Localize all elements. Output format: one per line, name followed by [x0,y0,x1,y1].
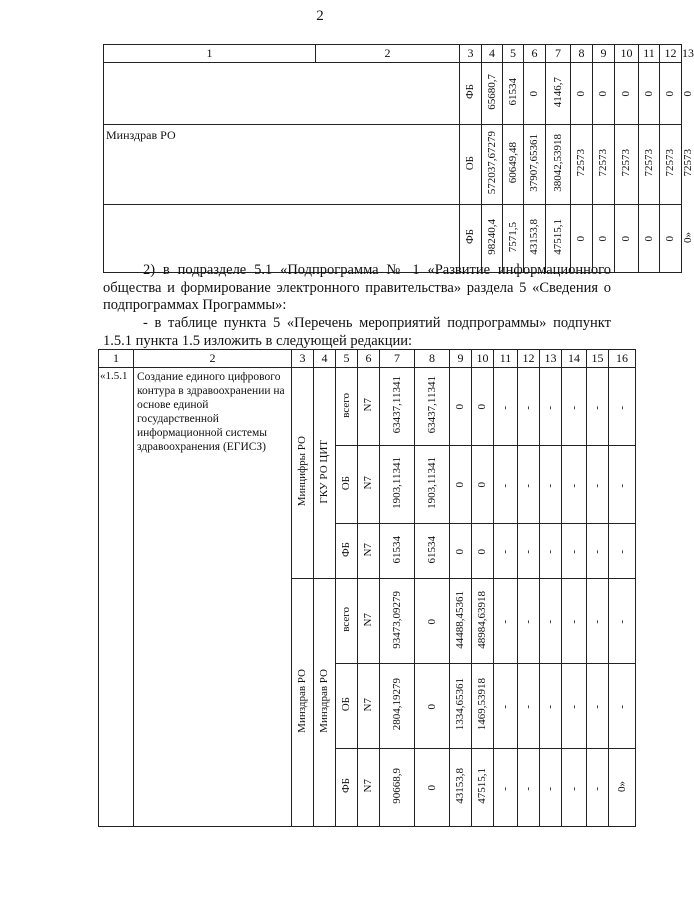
value-cell: 44488,45361 [454,590,467,649]
code-cell: N7 [362,398,375,412]
value-cell: 1903,11341 [390,457,403,509]
value-cell: 0 [476,548,489,554]
header-cell: 15 [587,350,609,368]
value-cell: 0 [476,404,489,410]
value-cell: - [567,620,580,624]
value-cell: 0 [597,236,610,242]
value-cell: 0 [454,548,467,554]
header-cell: 2 [134,350,292,368]
value-cell: - [591,483,604,488]
value-cell: 0 [528,91,541,97]
value-cell: 1903,11341 [425,457,438,509]
source-cell: ОБ [464,155,477,171]
value-cell: 0 [682,91,694,97]
header-cell: 16 [609,350,636,368]
source-cell: всего [340,607,353,632]
value-cell: - [567,705,580,709]
value-cell: 1469,53918 [476,678,489,731]
value-cell: - [591,550,604,554]
source-cell: ФБ [340,541,353,557]
header-cell: 1 [104,45,316,63]
value-cell: 0 [425,618,438,624]
value-cell: - [499,550,512,554]
executor-org: Минздрав РО [318,669,331,733]
responsible-org: Минцифры РО [296,436,309,507]
table-row [104,63,682,125]
responsible-org: Минздрав РО [296,669,309,733]
value-cell: - [544,786,557,791]
source-cell: ФБ [464,229,477,245]
code-cell: N7 [362,612,375,627]
code-cell: N7 [362,697,375,712]
value-cell: - [615,620,628,624]
value-cell: - [499,705,512,709]
source-cell: ОБ [340,697,353,712]
value-cell: - [544,405,557,410]
measures-table [98,349,636,827]
value-cell: 0 [454,404,467,410]
value-cell: - [567,550,580,554]
value-cell: - [567,786,580,791]
value-cell: 72573 [642,149,655,177]
header-cell: 5 [336,350,358,368]
header-cell: 6 [358,350,380,368]
value-cell: - [522,550,535,554]
value-cell: 0 [664,236,677,242]
value-cell: - [591,786,604,791]
header-cell: 6 [524,45,546,63]
org-cell: Минздрав РО [104,125,460,205]
value-cell: 72573 [620,149,633,177]
value-cell: 0 [425,703,438,709]
value-cell: - [567,483,580,488]
header-cell: 10 [472,350,494,368]
value-cell: - [499,405,512,410]
value-cell: - [591,405,604,410]
header-cell: 3 [292,350,314,368]
header-cell: 10 [615,45,639,63]
value-cell: 0» [615,780,628,792]
header-cell: 3 [460,45,482,63]
header-cell: 4 [482,45,503,63]
header-cell: 13 [540,350,562,368]
value-cell: 47515,1 [476,768,489,804]
header-cell: 11 [494,350,518,368]
value-cell: 61534 [425,535,438,564]
value-cell: 0 [620,91,633,97]
value-cell: 0 [620,236,633,242]
header-cell: 12 [518,350,540,368]
header-cell: 9 [593,45,615,63]
value-cell: 72573 [575,149,588,177]
value-cell: - [522,405,535,410]
header-cell: 5 [503,45,524,63]
item-number: «1.5.1 [99,368,134,827]
value-cell: - [615,705,628,709]
amendment-paragraph: 2) в подразделе 5.1 «Подпрограмма № 1 «Развитие информационного общества и формирование электронного правительства» раздела 5 «Сведения о подпрограммах Программы»: [103,262,611,313]
table-row [99,368,636,446]
value-cell: - [544,705,557,709]
value-cell: 48984,63918 [476,590,489,649]
value-cell: 7571,5 [506,221,519,253]
amendment-paragraph: - в таблице пункта 5 «Перечень мероприятий подпрограммы» подпункт 1.5.1 пункта 1.5 изложить в следующей редакции: [103,315,611,349]
value-cell: 61534 [506,78,519,106]
value-cell: 37907,65361 [528,134,541,192]
value-cell: - [522,705,535,709]
value-cell: - [591,705,604,709]
source-cell: всего [340,392,353,418]
funding-table-continued [103,44,694,273]
value-cell: 60649,48 [506,142,519,184]
table-row [104,125,682,205]
header-cell: 12 [660,45,682,63]
org-cell [104,63,460,125]
value-cell: 0 [575,91,588,97]
value-cell: 0 [664,91,677,97]
value-cell: - [591,620,604,624]
value-cell: 0 [597,91,610,97]
page-number: 2 [316,8,324,24]
value-cell: 98240,4 [485,219,498,255]
header-cell: 8 [415,350,450,368]
value-cell: 0» [682,231,694,243]
table-header-row: 1 2 3 4 5 6 7 8 9 10 11 12 13 [104,45,682,63]
header-cell: 14 [562,350,587,368]
header-cell: 8 [571,45,593,63]
value-cell: 65680,7 [485,74,498,110]
value-cell: - [567,405,580,410]
value-cell: 43153,8 [454,768,467,804]
value-cell: 38042,53918 [551,134,564,192]
value-cell: - [615,550,628,554]
code-cell: N7 [362,476,375,490]
code-cell: N7 [362,542,375,557]
value-cell: 90668,9 [390,768,403,804]
source-cell: ФБ [340,778,353,794]
header-cell: 1 [99,350,134,368]
value-cell: - [499,483,512,488]
value-cell: 63437,11341 [425,376,438,434]
source-cell: ОБ [340,475,353,491]
value-cell: - [522,786,535,791]
value-cell: - [544,620,557,624]
value-cell: 63437,11341 [390,376,403,434]
header-cell: 7 [380,350,415,368]
value-cell: 72573 [597,149,610,177]
value-cell: 572037,67279 [485,131,498,195]
value-cell: 0 [425,785,438,791]
value-cell: 0 [454,482,467,488]
header-cell: 11 [639,45,660,63]
value-cell: 72573 [682,149,694,177]
executor-org: ГКУ РО ЦИТ [318,439,331,504]
value-cell: 43153,8 [528,219,541,255]
value-cell: - [499,620,512,624]
value-cell: 72573 [664,149,677,177]
item-description: Создание единого цифрового контура в здравоохранении на основе единой государственной информационной системы здравоохранения (ЕГИСЗ) [134,368,292,827]
table-header-row [99,350,636,368]
value-cell: 1334,65361 [454,678,467,731]
value-cell: - [615,483,628,488]
value-cell: 2804,19279 [390,678,403,731]
header-cell: 2 [316,45,460,63]
code-cell: N7 [362,779,375,793]
value-cell: 4146,7 [551,76,564,108]
header-cell: 9 [450,350,472,368]
value-cell: - [522,483,535,488]
value-cell: 0 [575,236,588,242]
value-cell: 0 [642,236,655,242]
value-cell: - [522,620,535,624]
value-cell: - [544,483,557,488]
value-cell: - [544,550,557,554]
header-cell: 4 [314,350,336,368]
value-cell: 47515,1 [551,219,564,255]
header-cell: 7 [546,45,571,63]
value-cell: 0 [476,482,489,488]
source-cell: ФБ [464,84,477,100]
value-cell: 93473,09279 [390,590,403,649]
value-cell: - [615,405,628,410]
value-cell: 0 [642,91,655,97]
value-cell: 61534 [390,535,403,564]
value-cell: - [499,786,512,791]
